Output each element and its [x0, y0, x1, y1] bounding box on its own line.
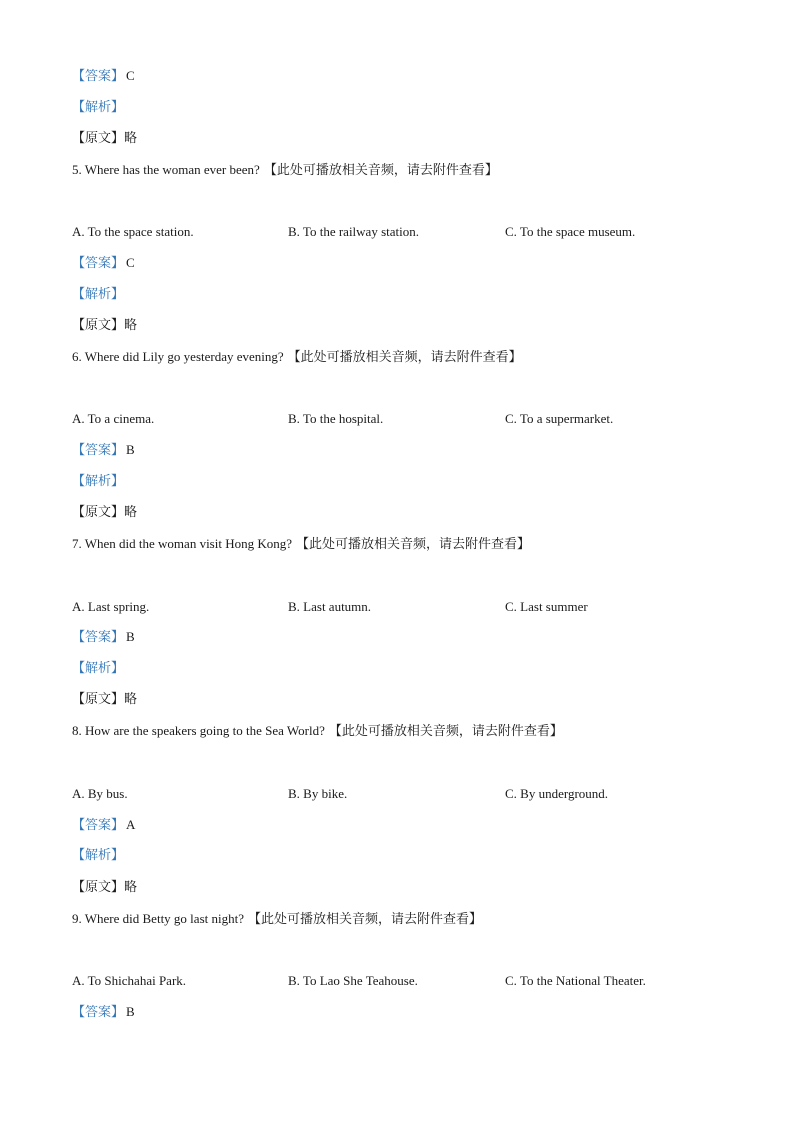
option-a: A. By bus. [72, 786, 128, 801]
analysis-tag: 【解析】 [72, 848, 125, 863]
question-text: 6. Where did Lily go yesterday evening? [72, 349, 284, 364]
answer-tag: 【答案】 [72, 443, 125, 458]
answer-line [72, 628, 135, 647]
analysis-line [72, 472, 124, 491]
question-text: 7. When did the woman visit Hong Kong? [72, 536, 293, 551]
answer-value: B [126, 442, 135, 457]
question-6 [72, 348, 522, 367]
original-line [72, 690, 137, 709]
audio-note[interactable]: 【此处可播放相关音频，请去附件查看】 [287, 350, 522, 365]
analysis-line [72, 846, 124, 865]
answer-line [72, 1003, 135, 1022]
analysis-line [72, 285, 124, 304]
answer-value: C [126, 255, 135, 270]
answer-value: A [126, 817, 136, 832]
analysis-tag: 【解析】 [72, 100, 125, 115]
option-b: B. To the hospital. [288, 411, 384, 426]
audio-note[interactable]: 【此处可播放相关音频，请去附件查看】 [296, 537, 531, 552]
answer-tag: 【答案】 [72, 630, 125, 645]
options-8 [72, 785, 732, 803]
answer-line [72, 67, 135, 86]
options-7 [72, 598, 732, 616]
original-line [72, 878, 137, 897]
analysis-tag: 【解析】 [72, 661, 125, 676]
option-c: C. To the space museum. [505, 224, 636, 239]
answer-tag: 【答案】 [72, 818, 125, 833]
option-b: B. To the railway station. [288, 224, 419, 239]
analysis-line [72, 98, 124, 117]
answer-tag: 【答案】 [72, 256, 125, 271]
option-b: B. By bike. [288, 786, 348, 801]
question-text: 8. How are the speakers going to the Sea World? [72, 723, 325, 738]
original-text: 略 [124, 318, 138, 333]
original-tag: 【原文】 [72, 880, 125, 895]
answer-tag: 【答案】 [72, 69, 125, 84]
option-b: B. Last autumn. [288, 599, 372, 614]
option-c: C. Last summer [505, 599, 588, 614]
original-line [72, 129, 137, 148]
answer-line [72, 441, 135, 460]
option-c: C. By underground. [505, 786, 609, 801]
option-a: A. To the space station. [72, 224, 194, 239]
original-tag: 【原文】 [72, 131, 125, 146]
original-tag: 【原文】 [72, 318, 125, 333]
original-line [72, 316, 137, 335]
option-b: B. To Lao She Teahouse. [288, 973, 418, 988]
original-text: 略 [124, 880, 138, 895]
answer-value: B [126, 629, 135, 644]
audio-note[interactable]: 【此处可播放相关音频，请去附件查看】 [328, 724, 563, 739]
original-text: 略 [124, 131, 138, 146]
answer-value: C [126, 68, 135, 83]
question-text: 9. Where did Betty go last night? [72, 911, 244, 926]
question-8 [72, 722, 563, 741]
analysis-tag: 【解析】 [72, 474, 125, 489]
audio-note[interactable]: 【此处可播放相关音频，请去附件查看】 [247, 912, 482, 927]
analysis-line [72, 659, 124, 678]
answer-value: B [126, 1004, 135, 1019]
question-text: 5. Where has the woman ever been? [72, 162, 260, 177]
answer-line [72, 816, 135, 835]
original-line [72, 503, 137, 522]
answer-tag: 【答案】 [72, 1005, 125, 1020]
option-c: C. To a supermarket. [505, 411, 614, 426]
analysis-tag: 【解析】 [72, 287, 125, 302]
option-a: A. To a cinema. [72, 411, 155, 426]
original-text: 略 [124, 692, 138, 707]
option-a: A. To Shichahai Park. [72, 973, 187, 988]
audio-note[interactable]: 【此处可播放相关音频，请去附件查看】 [263, 163, 498, 178]
original-tag: 【原文】 [72, 692, 125, 707]
question-7 [72, 535, 530, 554]
option-a: A. Last spring. [72, 599, 150, 614]
options-6 [72, 410, 732, 428]
answer-line [72, 254, 135, 273]
options-9 [72, 972, 732, 990]
option-c: C. To the National Theater. [505, 973, 646, 988]
options-5 [72, 223, 732, 241]
original-tag: 【原文】 [72, 505, 125, 520]
question-5 [72, 161, 498, 180]
question-9 [72, 910, 482, 929]
original-text: 略 [124, 505, 138, 520]
